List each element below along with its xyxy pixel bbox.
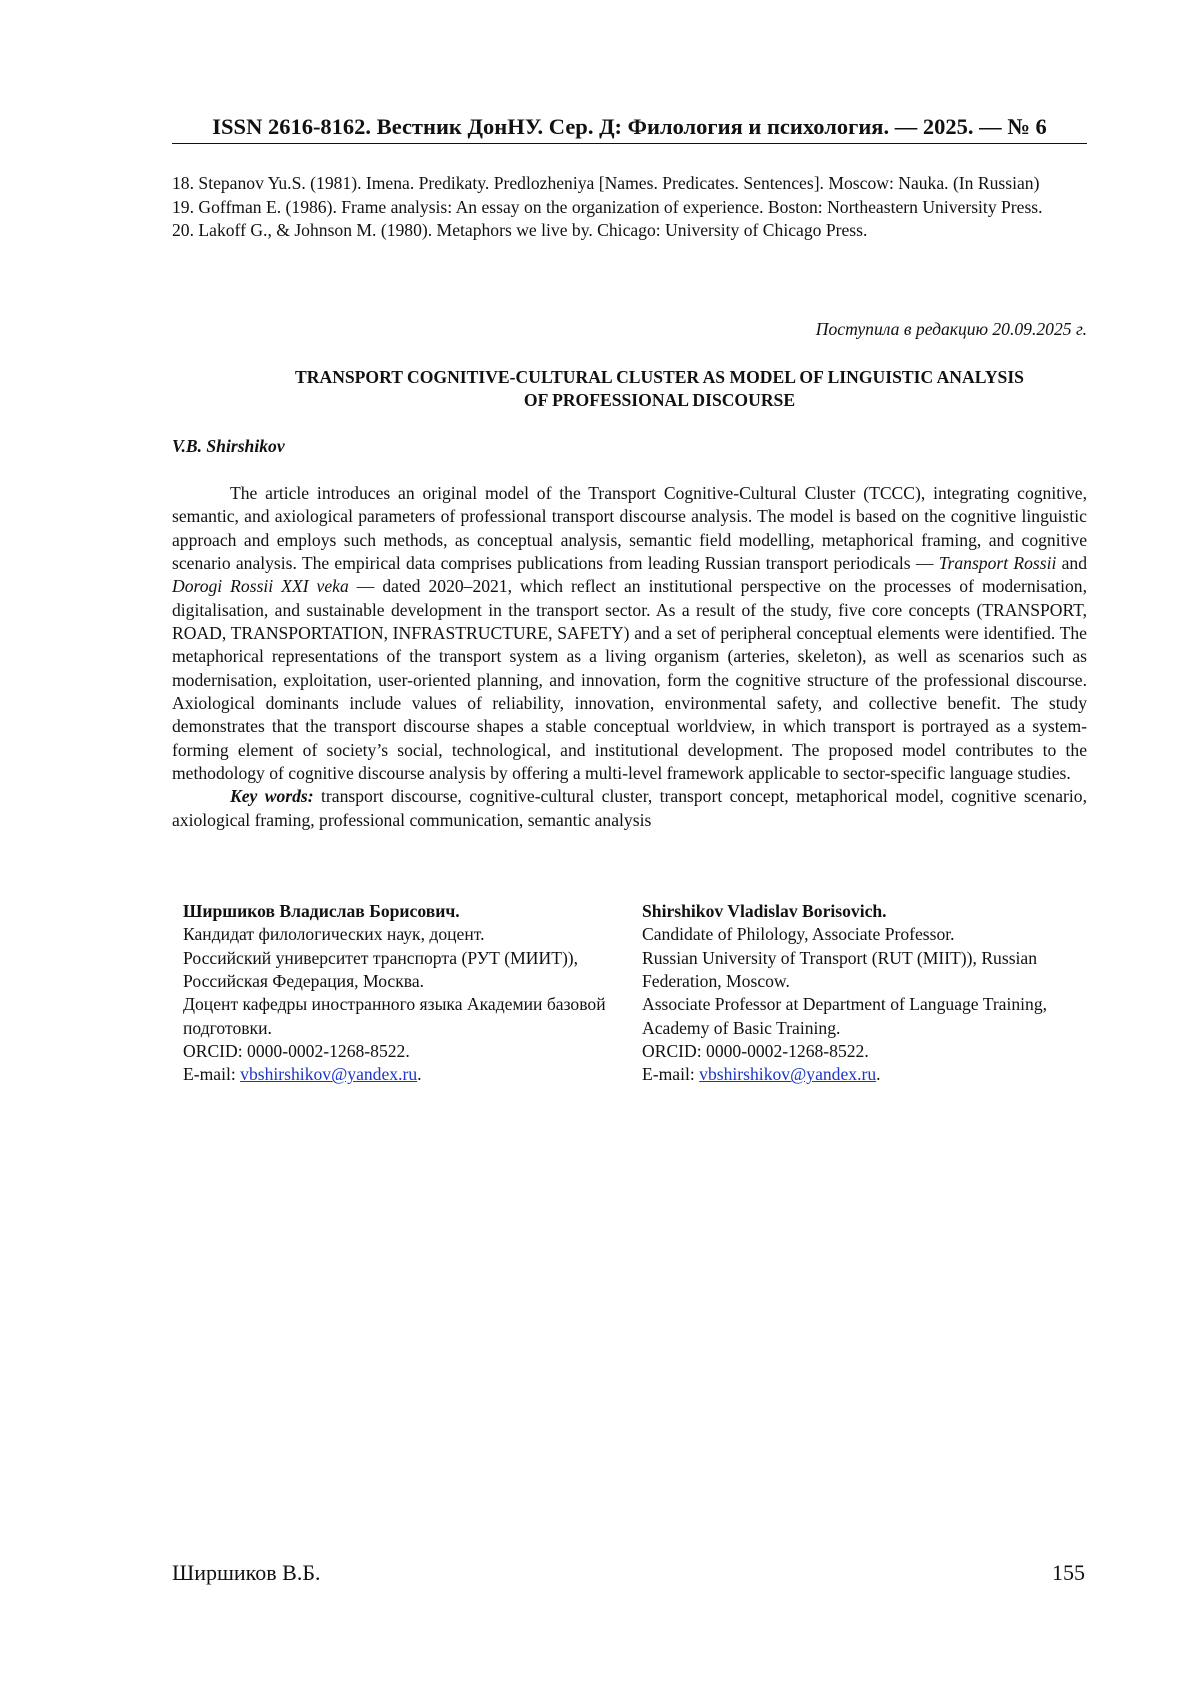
author-email-en — [642, 1063, 1087, 1086]
author-position-ru: Доцент кафедры иностранного языка Академии базовой подготовки. — [183, 994, 606, 1038]
footer-author: Ширшиков В.Б. — [172, 1560, 321, 1585]
reference-item — [172, 219, 1087, 243]
author-affiliation-en: Russian University of Transport (RUT (MIIT)), Russian Federation, Moscow. — [642, 947, 1038, 992]
author-orcid-ru: ORCID: 0000-0002-1268-8522. — [183, 1041, 410, 1062]
email-link[interactable]: vbshirshikov@yandex.ru — [699, 1064, 877, 1085]
email-end: . — [876, 1064, 881, 1085]
author-position-en: Associate Professor at Department of Language Training, Academy of Basic Training. — [642, 994, 1048, 1038]
received-note: Поступила в редакцию 20.09.2025 г. — [815, 319, 1087, 339]
article-title — [232, 366, 1087, 412]
abstract-conjunction: and — [1056, 553, 1087, 574]
reference-text: Stepanov Yu.S. (1981). Imena. Predikaty. Predlozheniya [Names. Predicates. Sentences]. Moscow: Nauka. (In Russian) — [198, 173, 1040, 193]
article-title-line-2: OF PROFESSIONAL DISCOURSE — [523, 390, 796, 410]
reference-text: Lakoff G., & Johnson M. (1980). Metaphors we live by. Chicago: University of Chicago Press. — [198, 220, 868, 240]
reference-item — [172, 196, 1087, 220]
reference-number: 18. — [172, 173, 194, 193]
author-degree-en: Candidate of Philology, Associate Professor. — [642, 924, 955, 945]
author-name-en: Shirshikov Vladislav Borisovich. — [642, 901, 887, 921]
keywords-label: Key words: — [230, 786, 314, 807]
reference-number: 20. — [172, 220, 194, 240]
email-label: E-mail: — [183, 1064, 241, 1085]
author-info-en — [642, 900, 1087, 1087]
email-end: . — [417, 1064, 422, 1085]
abstract-paragraph — [172, 482, 1087, 785]
abstract — [172, 482, 1087, 832]
running-header: ISSN 2616-8162. Вестник ДонНУ. Сер. Д: Филология и психология. — 2025. — № 6 — [172, 114, 1087, 144]
reference-text: Goffman E. (1986). Frame analysis: An essay on the organization of experience. Boston: Northeastern University Press. — [198, 196, 1043, 217]
author-email-ru — [183, 1063, 613, 1086]
author-degree-ru: Кандидат филологических наук, доцент. — [183, 924, 485, 945]
reference-number: 19. — [172, 196, 194, 217]
abstract-text-part-1: The article introduces an original model of the Transport Cognitive-Cultural Cluster (TCCC), integrating cognitive, semantic, and axiological parameters of professional transport discourse analysis. The model is based on the cognitive linguistic approach and employs such methods, as conceptual analysis, semantic field modelling, metaphorical framing, and cognitive scenario analysis. The empirical data comprises publications from leading Russian transport periodicals — — [172, 483, 1087, 574]
author-name-ru: Ширшиков Владислав Борисович. — [183, 901, 460, 921]
reference-item — [172, 172, 1087, 196]
page-number: 155 — [1052, 1560, 1085, 1585]
abstract-text-part-2: — dated 2020–2021, which reflect an institutional perspective on the processes of modernisation, digitalisation, and sustainable development in the transport sector. As a result of the study, five core concepts (TRANSPORT, ROAD, TRANSPORTATION, INFRASTRUCTURE, SAFETY) and a set of peripheral conceptual elements were identified. The metaphorical representations of the transport system as a living organism (arteries, skeleton), as well as scenarios such as modernisation, exploitation, user-oriented planning, and innovation, form the cognitive structure of the professional discourse. Axiological dominants include values of reliability, innovation, environmental safety, and collective benefit. The study demonstrates that the transport discourse shapes a stable conceptual worldview, in which transport is portrayed as a system-forming element of society’s social, technological, and institutional development. The proposed model contributes to the methodology of cognitive discourse analysis by offering a multi-level framework applicable to sector-specific language studies. — [172, 576, 1087, 784]
email-link[interactable]: vbshirshikov@yandex.ru — [240, 1064, 418, 1085]
author-affiliation-ru: Российский университет транспорта (РУТ (МИИТ)), Российская Федерация, Москва. — [183, 947, 579, 992]
reference-list — [172, 172, 1087, 243]
author-orcid-en: ORCID: 0000-0002-1268-8522. — [642, 1041, 869, 1062]
keywords-text: transport discourse, cognitive-cultural cluster, transport concept, metaphorical model, cognitive scenario, axiological framing, professional communication, semantic analysis — [172, 786, 1087, 830]
periodical-title: Transport Rossii — [938, 553, 1057, 574]
periodical-title: Dorogi Rossii XXI veka — [172, 576, 349, 597]
article-author: V.B. Shirshikov — [172, 436, 285, 456]
author-info-ru — [183, 900, 613, 1087]
email-label: E-mail: — [642, 1064, 700, 1085]
article-title-line-1: TRANSPORT COGNITIVE-CULTURAL CLUSTER AS MODEL OF LINGUISTIC ANALYSIS — [295, 367, 1024, 387]
keywords-paragraph — [172, 785, 1087, 832]
